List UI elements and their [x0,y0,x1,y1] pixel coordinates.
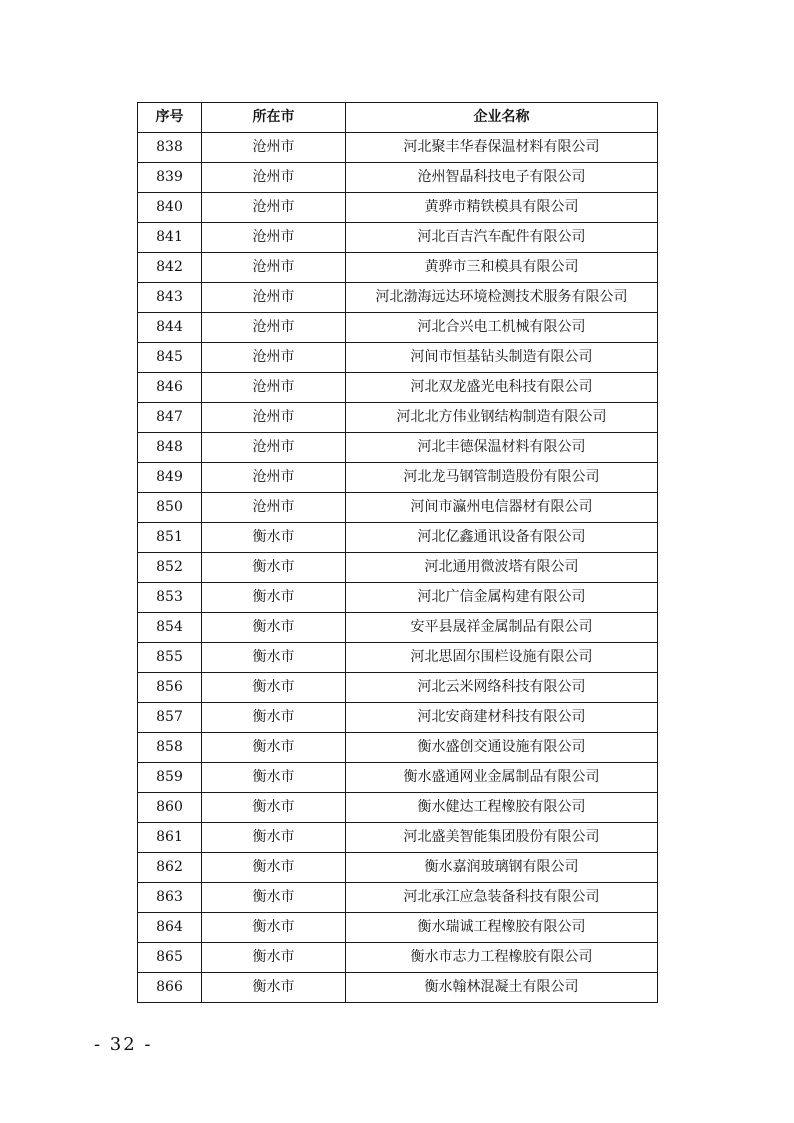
page-number: - 32 - [94,1034,153,1055]
cell-index: 860 [138,793,202,823]
table-row [138,613,658,643]
table-row [138,223,658,253]
cell-city: 衡水市 [202,523,346,553]
cell-company: 河北百吉汽车配件有限公司 [346,223,658,253]
cell-city: 沧州市 [202,163,346,193]
cell-company: 河北亿鑫通讯设备有限公司 [346,523,658,553]
cell-index: 865 [138,943,202,973]
cell-company: 河北聚丰华春保温材料有限公司 [346,133,658,163]
cell-company: 黄骅市精铁模具有限公司 [346,193,658,223]
cell-index: 859 [138,763,202,793]
table-row [138,733,658,763]
table-row [138,883,658,913]
cell-company: 河北丰德保温材料有限公司 [346,433,658,463]
cell-company: 河北安商建材科技有限公司 [346,703,658,733]
cell-company: 衡水盛通网业金属制品有限公司 [346,763,658,793]
header-city: 所在市 [202,103,346,133]
cell-index: 842 [138,253,202,283]
cell-index: 866 [138,973,202,1003]
cell-company: 河北双龙盛光电科技有限公司 [346,373,658,403]
cell-city: 沧州市 [202,223,346,253]
cell-index: 846 [138,373,202,403]
table-row [138,553,658,583]
cell-city: 衡水市 [202,823,346,853]
cell-city: 沧州市 [202,403,346,433]
cell-company: 河北北方伟业钢结构制造有限公司 [346,403,658,433]
cell-company: 衡水盛创交通设施有限公司 [346,733,658,763]
cell-index: 862 [138,853,202,883]
cell-index: 854 [138,613,202,643]
cell-index: 852 [138,553,202,583]
cell-index: 841 [138,223,202,253]
table-row [138,403,658,433]
cell-city: 沧州市 [202,193,346,223]
table-row [138,283,658,313]
cell-city: 沧州市 [202,343,346,373]
cell-city: 衡水市 [202,973,346,1003]
cell-company: 河北龙马钢管制造股份有限公司 [346,463,658,493]
cell-city: 衡水市 [202,673,346,703]
cell-city: 衡水市 [202,913,346,943]
cell-city: 沧州市 [202,493,346,523]
table-row [138,313,658,343]
cell-index: 845 [138,343,202,373]
cell-index: 864 [138,913,202,943]
cell-city: 衡水市 [202,943,346,973]
cell-index: 848 [138,433,202,463]
cell-company: 衡水市志力工程橡胶有限公司 [346,943,658,973]
header-row [138,103,658,133]
cell-index: 849 [138,463,202,493]
table-row [138,703,658,733]
cell-index: 840 [138,193,202,223]
table-row [138,673,658,703]
cell-company: 河北广信金属构建有限公司 [346,583,658,613]
table-row [138,253,658,283]
table-row [138,343,658,373]
cell-city: 衡水市 [202,643,346,673]
table-row [138,523,658,553]
cell-index: 844 [138,313,202,343]
cell-company: 河北盛美智能集团股份有限公司 [346,823,658,853]
cell-company: 河北承江应急装备科技有限公司 [346,883,658,913]
enterprise-table [137,102,658,1003]
cell-index: 838 [138,133,202,163]
cell-company: 衡水瑞诚工程橡胶有限公司 [346,913,658,943]
table-row [138,163,658,193]
table-row [138,823,658,853]
table-row [138,763,658,793]
cell-company: 安平县晟祥金属制品有限公司 [346,613,658,643]
cell-index: 858 [138,733,202,763]
cell-city: 衡水市 [202,553,346,583]
cell-company: 河北云米网络科技有限公司 [346,673,658,703]
cell-city: 衡水市 [202,853,346,883]
cell-company: 衡水嘉润玻璃钢有限公司 [346,853,658,883]
header-index: 序号 [138,103,202,133]
table-row [138,373,658,403]
cell-company: 河北通用微波塔有限公司 [346,553,658,583]
cell-city: 衡水市 [202,793,346,823]
table-row [138,943,658,973]
cell-index: 853 [138,583,202,613]
cell-city: 衡水市 [202,763,346,793]
cell-city: 沧州市 [202,133,346,163]
cell-city: 衡水市 [202,613,346,643]
cell-index: 861 [138,823,202,853]
table-header [138,103,658,133]
cell-city: 衡水市 [202,583,346,613]
cell-company: 河间市瀛州电信器材有限公司 [346,493,658,523]
table-row [138,793,658,823]
cell-city: 沧州市 [202,313,346,343]
table-row [138,463,658,493]
table-row [138,493,658,523]
table-body [138,133,658,1003]
table-row [138,643,658,673]
cell-city: 沧州市 [202,433,346,463]
cell-city: 沧州市 [202,463,346,493]
cell-company: 河北渤海远达环境检测技术服务有限公司 [346,283,658,313]
table-row [138,193,658,223]
cell-city: 衡水市 [202,733,346,763]
cell-index: 850 [138,493,202,523]
table-row [138,853,658,883]
table-row [138,913,658,943]
cell-city: 衡水市 [202,883,346,913]
cell-company: 河北思固尔围栏设施有限公司 [346,643,658,673]
header-company: 企业名称 [346,103,658,133]
cell-company: 衡水翰林混凝土有限公司 [346,973,658,1003]
cell-city: 沧州市 [202,253,346,283]
cell-company: 黄骅市三和模具有限公司 [346,253,658,283]
cell-city: 沧州市 [202,373,346,403]
cell-index: 863 [138,883,202,913]
cell-index: 851 [138,523,202,553]
cell-company: 衡水健达工程橡胶有限公司 [346,793,658,823]
cell-index: 839 [138,163,202,193]
cell-index: 857 [138,703,202,733]
cell-index: 856 [138,673,202,703]
cell-index: 843 [138,283,202,313]
cell-city: 沧州市 [202,283,346,313]
cell-company: 河北合兴电工机械有限公司 [346,313,658,343]
cell-company: 河间市恒基钻头制造有限公司 [346,343,658,373]
table-row [138,433,658,463]
table-row [138,583,658,613]
cell-company: 沧州智晶科技电子有限公司 [346,163,658,193]
cell-city: 衡水市 [202,703,346,733]
cell-index: 847 [138,403,202,433]
table-row [138,973,658,1003]
cell-index: 855 [138,643,202,673]
table-row [138,133,658,163]
